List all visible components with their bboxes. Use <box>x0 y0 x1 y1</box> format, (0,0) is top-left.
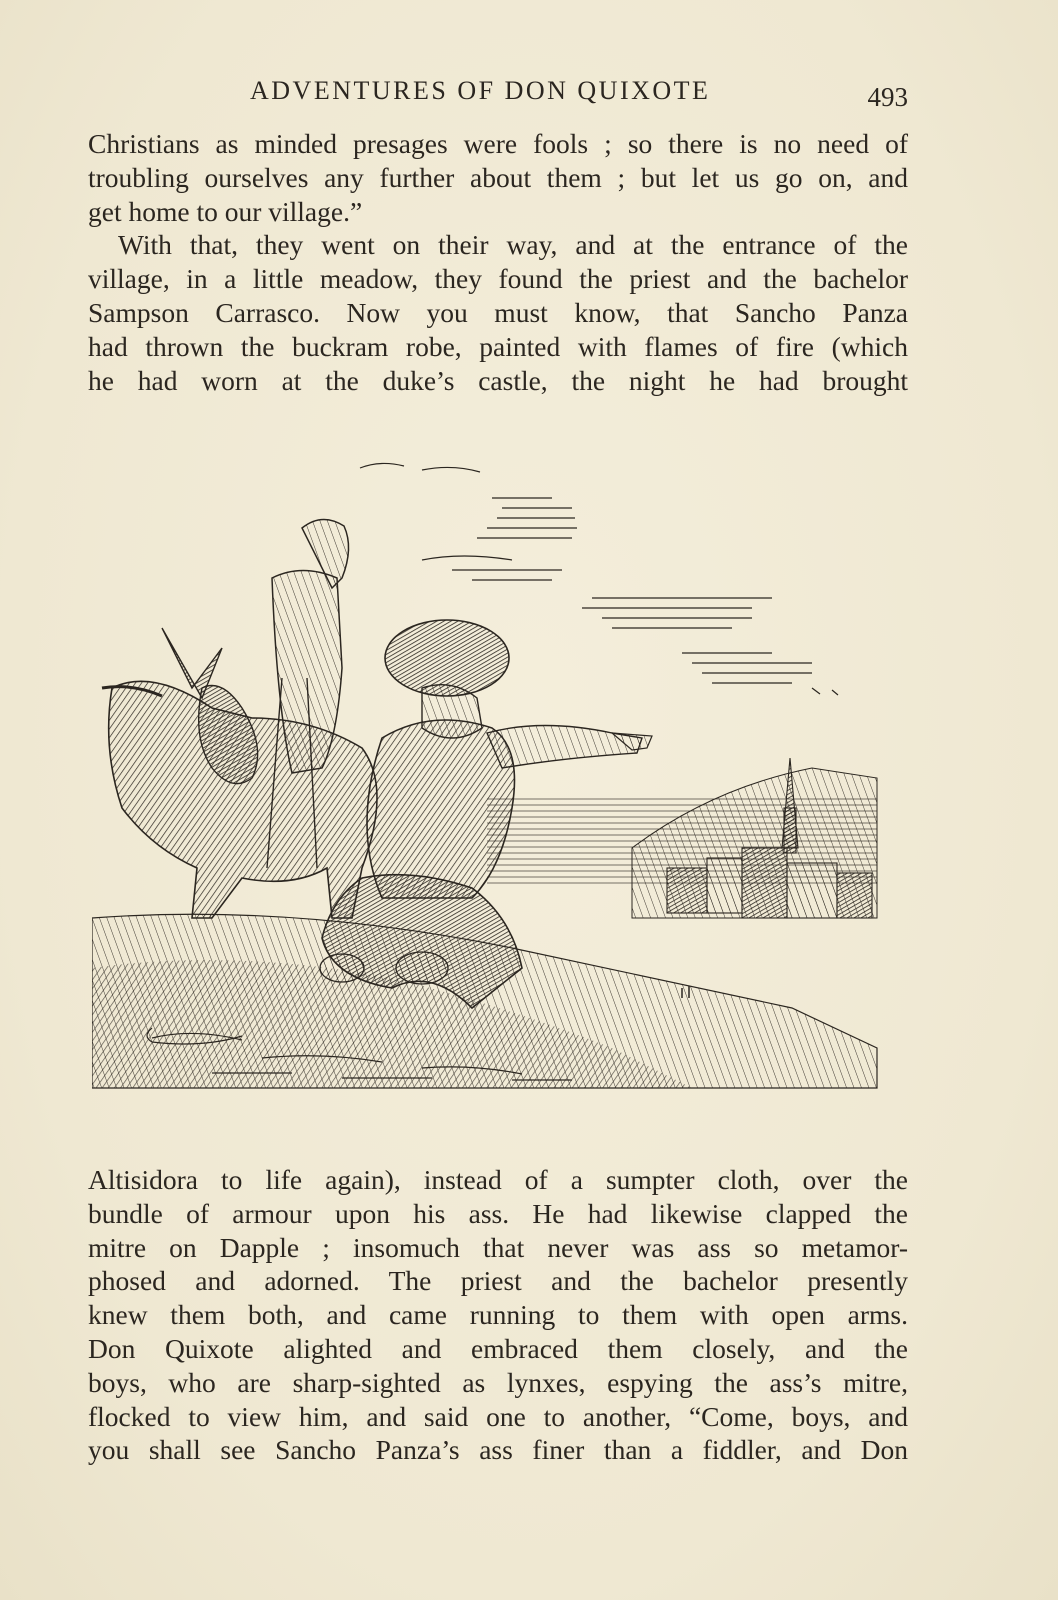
text-line: he had worn at the duke’s castle, the night he had brought <box>88 364 908 396</box>
text-line: you shall see Sancho Panza’s ass finer than a fiddler, and Don <box>88 1434 908 1466</box>
body-text-bottom <box>88 1163 908 1467</box>
running-title: ADVENTURES OF DON QUIXOTE <box>250 76 711 105</box>
text-line: bundle of armour upon his ass. He had likewise clapped the <box>88 1197 908 1229</box>
text-line: mitre on Dapple ; insomuch that never was ass so metamor- <box>88 1231 908 1263</box>
text-line: phosed and adorned. The priest and the bachelor presently <box>88 1265 908 1297</box>
text-line: With that, they went on their way, and at the entrance of the <box>118 229 908 261</box>
engraving-illustration <box>92 448 904 1108</box>
text-line: knew them both, and came running to them with open arms. <box>88 1299 908 1331</box>
text-line: get home to our village.” <box>88 195 363 227</box>
text-line: Christians as minded presages were fools ; so there is no need of <box>88 128 908 159</box>
text-line: Altisidora to life again), instead of a sumpter cloth, over the <box>88 1164 908 1195</box>
page-number: 493 <box>867 82 908 112</box>
body-text-top <box>88 127 908 397</box>
text-line: had thrown the buckram robe, painted with flames of fire (which <box>88 330 908 362</box>
text-line: boys, who are sharp-sighted as lynxes, espying the ass’s mitre, <box>88 1366 908 1398</box>
text-line: flocked to view him, and said one to another, “Come, boys, and <box>88 1400 908 1432</box>
running-head <box>88 72 908 112</box>
text-line: Sampson Carrasco. Now you must know, that Sancho Panza <box>88 296 908 328</box>
text-line: village, in a little meadow, they found the priest and the bachelor <box>88 263 908 295</box>
text-line: troubling ourselves any further about them ; but let us go on, and <box>88 161 908 193</box>
text-line: Don Quixote alighted and embraced them closely, and the <box>88 1332 908 1364</box>
